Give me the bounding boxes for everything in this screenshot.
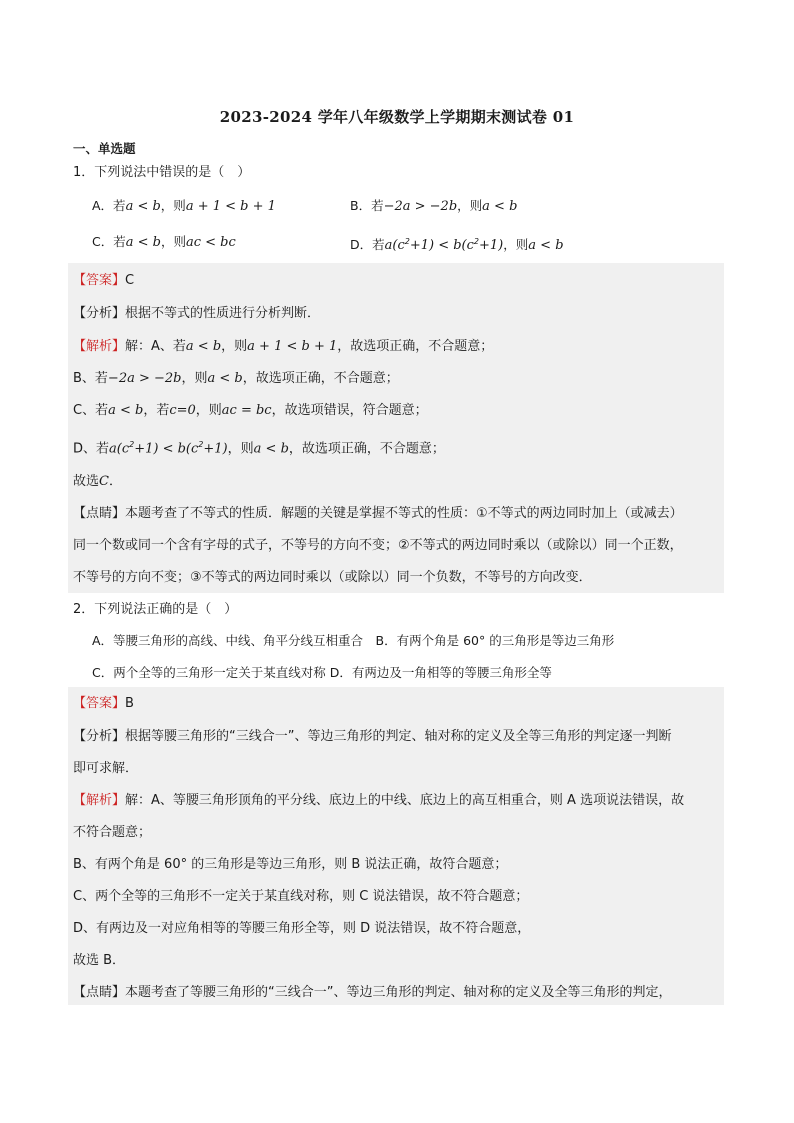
q1-option-a: A．若a < b，则a + 1 < b + 1	[92, 198, 276, 214]
q2-comment: 【点睛】本题考查了等腰三角形的“三线合一”、等边三角形的判定、轴对称的定义及全等三角形的判定，	[73, 985, 672, 1000]
q2-analysis-line-1: 【分析】根据等腰三角形的“三线合一”、等边三角形的判定、轴对称的定义及全等三角形的判定逐一判断	[73, 729, 672, 744]
q2-options-cd: C．两个全等的三角形一定关于某直线对称 D．有两边及一角相等的等腰三角形全等	[92, 665, 552, 680]
q2-choose: 故选 B．	[73, 953, 126, 968]
q1-answer: 【答案】C	[73, 273, 135, 288]
section-heading: 一、单选题	[73, 141, 136, 156]
q1-option-d: D．若$a(c^2+1) < b(c^2+1)$，则a < b	[350, 237, 564, 254]
question-2-stem: 2．下列说法正确的是（ ）	[73, 602, 238, 617]
q2-analysis-line-2: 即可求解．	[73, 761, 139, 776]
page-title: 2023-2024 学年八年级数学上学期期末测试卷 01	[219, 108, 575, 126]
q2-solution-line-1: 【解析】解：A、等腰三角形顶角的平分线、底边上的中线、底边上的高互相重合，则 A 选项说法错误，故	[73, 793, 685, 808]
q1-option-c: C．若a < b，则ac < bc	[92, 234, 236, 250]
q2-answer: 【答案】B	[73, 696, 134, 711]
question-1-stem: 1．下列说法中错误的是（ ）	[73, 165, 251, 180]
q1-comment-line-3: 不等号的方向不变；③不等式的两边同时乘以（或除以）同一个负数，不等号的方向改变．	[73, 570, 592, 585]
q1-solution-line-1: 【解析】解：A、若a < b，则a + 1 < b + 1，故选项正确，不合题意；	[73, 339, 494, 354]
q1-solution-line-4: D、若$a(c^2+1) < b(c^2+1)$，则a < b，故选项正确，不合题意；	[73, 440, 445, 457]
q1-comment-line-1: 【点睛】本题考查了不等式的性质．解题的关键是掌握不等式的性质：①不等式的两边同时加上（或减去）	[73, 506, 683, 521]
q2-solution-line-4: D、有两边及一对应角相等的等腰三角形全等，则 D 说法错误，故不符合题意，	[73, 921, 531, 936]
q1-solution-line-2: B、若−2a > −2b，则a < b，故选项正确，不合题意；	[73, 371, 399, 386]
q2-solution-line-1b: 不符合题意；	[73, 825, 152, 840]
q2-solution-line-3: C、两个全等的三角形不一定关于某直线对称，则 C 说法错误，故不符合题意；	[73, 889, 529, 904]
q1-option-b: B．若−2a > −2b，则a < b	[350, 198, 518, 214]
q2-options-ab: A．等腰三角形的高线、中线、角平分线互相重合 B．有两个角是 60° 的三角形是等边三角形	[92, 633, 615, 648]
q1-analysis: 【分析】根据不等式的性质进行分析判断．	[73, 306, 321, 321]
q1-comment-line-2: 同一个数或同一个含有字母的式子，不等号的方向不变；②不等式的两边同时乘以（或除以）同一个正数，	[73, 538, 683, 553]
q2-solution-line-2: B、有两个角是 60° 的三角形是等边三角形，则 B 说法正确，故符合题意；	[73, 857, 508, 872]
q1-choose: 故选C．	[73, 474, 122, 489]
q1-solution-line-3: C、若a < b，若c=0，则ac = bc，故选项错误，符合题意；	[73, 403, 428, 418]
